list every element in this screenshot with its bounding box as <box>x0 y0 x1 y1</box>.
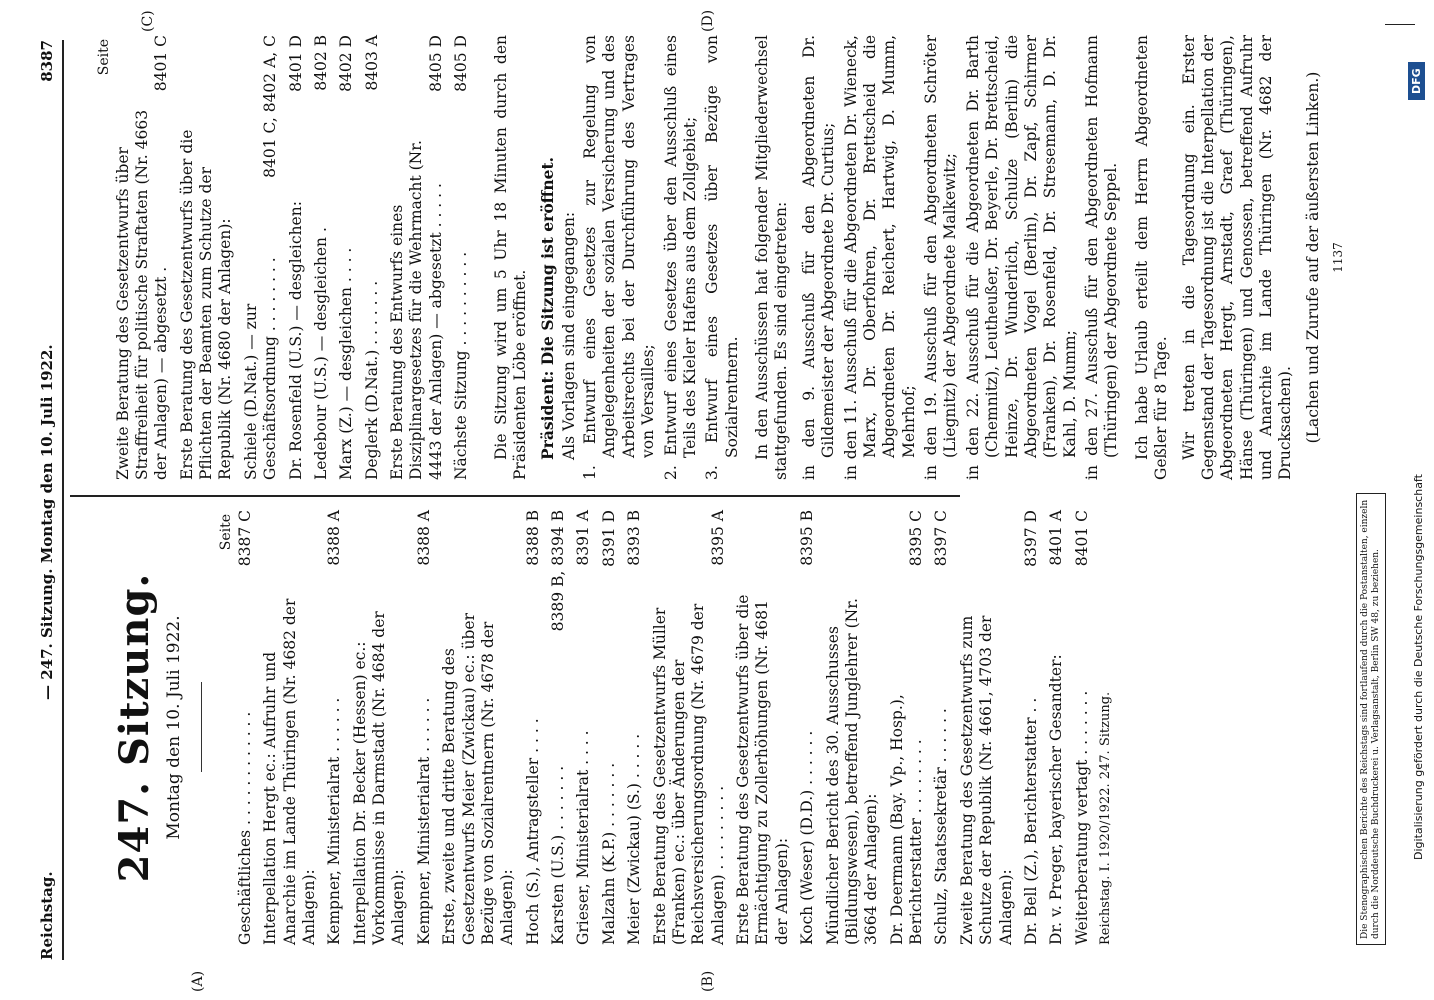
toc-entry-text: Erste Beratung des Entwurfs eines Disziplinargesetzes für die Wehrmacht (Nr. 4443 der Anlagen) — abgesetzt . . . . . <box>388 140 445 480</box>
toc-entry-text: Deglerk (D.Nat.) . . . . . . . <box>362 280 381 480</box>
dfg-logo: DFG <box>1408 62 1425 100</box>
toc-entry-page-ref: 8389 B, 8394 B <box>549 510 567 632</box>
title-rule <box>201 683 202 773</box>
ausschuss-change-item: in den 22. Ausschuß für die Abgeordneten Dr. Barth (Chemnitz), Leutheußer, Dr. Beyerle, Dr. Brettscheid, Heinze, Dr. Wunderlich, Schulze (Berlin) die Abgeordneten Vogel (Berlin), Dr. Zapf, Schirmer (Franken), Dr. Rosenfeld, Dr. Stresemann, D. Dr. Kahl, D. Mumm; <box>963 35 1079 480</box>
toc-entry-text: Nächste Sitzung . . . . . . . . . . <box>452 251 471 480</box>
ausschuss-change-item: in den 27. Ausschuß für den Abgeordneten Hofmann (Thüringen) der Abgeordnete Seppel. <box>1083 35 1121 480</box>
toc-entry <box>1047 510 1066 945</box>
margin-a: (A) <box>190 970 206 992</box>
toc-entry-page-ref: 8401 C <box>1072 510 1091 567</box>
margin-d: (D) <box>700 9 716 32</box>
small-page-number: 1137 <box>1331 242 1346 273</box>
toc-entry-page-ref: 8395 B <box>798 510 817 566</box>
toc-entry-page-ref: 8388 A <box>325 510 344 566</box>
toc-entry-text: Marx (Z.) — desgleichen . . . . <box>337 247 356 480</box>
toc-entry-text: Schulz, Staatssekretär . . . . . . <box>932 708 951 945</box>
toc-entry-text: Zweite Beratung des Gesetzentwurfs zum Schutze der Republik (Nr. 4661, 4703 der Anlagen): <box>957 615 1015 945</box>
right-column <box>96 35 1346 480</box>
toc-entry-text: Koch (Weser) (D.D.) . . . . . . <box>798 730 817 945</box>
toc-entry <box>388 35 446 480</box>
tagesordnung-paragraph: Wir treten in die Tagesordnung ein. Erster Gegenstand der Tagesordnung ist die Interpellation der Abgeordneten Hergt, Arnstadt, Graef (Thüringen), Hänse (Thüringen) und Genossen, betreffend Aufruhr und Anarchie im Lande Thüringen (Nr. 4682 der Drucksachen). <box>1179 35 1295 480</box>
toc-entry-page-ref: 8405 D <box>452 35 471 92</box>
toc-entry <box>415 510 434 945</box>
toc-entry-text: Grieser, Ministerialrat . . . . <box>574 730 593 945</box>
toc-entry-text: Interpellation Dr. Becker (Hessen) ec.: Vorkommnisse in Darmstadt (Nr. 4684 der Anlagen): <box>350 611 408 945</box>
toc-entry-text: Karsten (U.S.) . . . . . . . <box>549 765 567 945</box>
header-left: Reichstag. <box>38 871 56 960</box>
toc-entry-page-ref: 8401 C, 8402 A, C <box>261 35 280 178</box>
toc-entry-page-ref: 8402 B <box>311 35 330 91</box>
toc-entry-page-ref: 8397 C <box>932 510 951 567</box>
toc-entry-text: Weiterberatung vertagt . . . . . . . <box>1072 690 1091 945</box>
toc-entry-page-ref: 8387 C <box>235 510 254 567</box>
toc-entry <box>242 35 281 480</box>
toc-entry-page-ref: 8388 B <box>523 510 542 566</box>
toc-entry-text: Erste Beratung des Gesetzentwurfs Müller (Franken) ec.: über Änderungen der Reichsversicherungsordnung (Nr. 4679 der Anlagen) . . . . . . . . . <box>650 603 727 945</box>
left-column <box>96 510 1114 945</box>
toc-entry-text: Dr. Bell (Z.), Berichterstatter . . <box>1021 697 1040 945</box>
toc-entry <box>440 510 518 945</box>
digitization-strip <box>1404 0 1434 1000</box>
vorlage-item: 1. Entwurf eines Gesetzes zur Regelung von Angelegenheiten der sozialen Versicherung und des Arbeitsrechts bei der Durchführung des Vertrages von Versailles; <box>581 35 658 480</box>
toc-entry <box>932 510 951 945</box>
toc-entry-page-ref: 8391 A <box>574 510 593 566</box>
column-divider <box>70 496 960 498</box>
toc-entry-page-ref: 8388 A <box>414 510 433 566</box>
vorlage-item: 2. Entwurf eines Gesetzes über den Ausschluß eines Teils des Kieler Hafens aus dem Zollgebiet; <box>661 35 699 480</box>
seite-label-left: Seite <box>218 514 235 551</box>
toc-entry-text: Erste, zweite und dritte Beratung des Gesetzentwurfs Meier (Zwickau) ec.: über Bezüge von Sozialrentnern (Nr. 4678 der Anlagen): <box>440 613 517 945</box>
toc-entry <box>958 510 1016 945</box>
toc-entry <box>114 35 172 480</box>
toc-entry-page-ref: 8403 A <box>362 35 381 91</box>
toc-entry <box>325 510 344 945</box>
toc-entry-page-ref: 8395 A <box>708 510 727 566</box>
page-header <box>38 40 64 960</box>
toc-entry-text: Malzahn (K.P.) . . . . . . . <box>599 762 618 945</box>
toc-entry <box>600 510 619 945</box>
toc-entry <box>1022 510 1041 945</box>
toc-entry-text: Dr. Rosenfeld (U.S.) — desgleichen: <box>286 201 305 480</box>
toc-entry <box>287 35 306 480</box>
toc-entry <box>236 510 255 945</box>
toc-entry-text: Ledebour (U.S.) — desgleichen . <box>311 227 330 480</box>
opening-paragraph: Die Sitzung wird um 5 Uhr 18 Minuten durch den Präsidenten Löbe eröffnet. <box>491 35 529 480</box>
urlaub-paragraph: Ich habe Urlaub erteilt dem Herrn Abgeordneten Geßler für 8 Tage. <box>1132 35 1171 480</box>
toc-entry-text: Dr. Deermann (Bay. Vp., Hosp.), Berichterstatter . . . . . . . . <box>887 694 925 945</box>
toc-entry <box>625 510 644 945</box>
toc-entry <box>574 510 593 945</box>
header-page-number: 8387 <box>38 40 56 82</box>
toc-entry-text: Kempner, Ministerialrat . . . . . . <box>325 697 344 945</box>
toc-entry <box>651 510 729 945</box>
toc-entry <box>337 35 356 480</box>
toc-entry-page-ref: 8401 A <box>1047 510 1066 566</box>
ausschuss-change-item: in den 9. Ausschuß für den Abgeordneten Dr. Gildemeister der Abgeordnete Dr. Curtius; <box>799 35 838 480</box>
session-date: Montag den 10. Juli 1922. <box>164 615 184 840</box>
digitization-credit: Digitalisierung gefördert durch die Deutsche Forschungsgemeinschaft <box>1412 474 1425 860</box>
toc-entry <box>824 510 882 945</box>
toc-entry-text: Kempner, Ministerialrat . . . . . . <box>414 697 433 945</box>
reaction-note: (Lachen und Zurufe auf der äußersten Linken.) <box>1303 71 1322 444</box>
toc-entry-text: Erste Beratung des Gesetzentwurfs über die Pflichten der Beamten zum Schutze der Republik (Nr. 4680 der Anlagen): <box>177 129 235 480</box>
ausschuss-change-item: in den 19. Ausschuß für den Abgeordneten Schröter (Liegnitz) der Abgeordnete Malkewitz; <box>922 35 960 480</box>
toc-entry-page-ref: 8405 D <box>426 35 445 92</box>
distribution-notice: Die Stenographischen Berichte des Reichstags sind fortlaufend durch die Postanstalten, einzeln durch die Norddeutsche Buchdruckerei u. Verlagsanstalt, Berlin SW 48, zu beziehen. <box>1356 493 1386 945</box>
toc-entry <box>452 35 471 480</box>
margin-b: (B) <box>700 970 716 992</box>
toc-entry-text: Geschäftliches . . . . . . . . . . . . <box>235 711 254 945</box>
ausschuss-change-item: in den 11. Ausschuß für die Abgeordneten Dr. Wieneck, Marx, Dr. Oberfohren, Dr. Brettscheid die Abgeordneten Dr. Reichert, Hartwig, D. Mumm, Mehrhof; <box>841 35 918 480</box>
toc-entry-text: Schiele (D.Nat.) — zur Geschäftsordnung . . . . . . . . <box>241 257 280 480</box>
toc-entry <box>888 510 927 945</box>
toc-entry-page-ref: 8397 D <box>1021 510 1040 567</box>
vorlage-item: 3. Entwurf eines Gesetzes über Bezüge von Sozialrentnern. <box>703 35 741 480</box>
toc-entry <box>549 510 568 945</box>
toc-entry-page-ref: 8395 C <box>907 510 925 567</box>
toc-entry-page-ref: 8401 C <box>152 35 171 92</box>
toc-entry-text: Meier (Zwickau) (S.) . . . . . <box>625 733 644 945</box>
right-toc <box>114 35 472 480</box>
session-title: 247. Sitzung. <box>111 572 158 883</box>
toc-entry <box>1073 510 1092 945</box>
ausschuss-intro: In den Ausschüssen hat folgender Mitgliederwechsel stattgefunden. Es sind eingetreten: <box>753 35 791 480</box>
toc-entry-text: Dr. v. Preger, bayerischer Gesandter: <box>1047 654 1066 945</box>
toc-entry-text: Zweite Beratung des Gesetzentwurfs über Straffreiheit für politische Straftaten (Nr. 4663 der Anlagen) — abgesetzt . <box>113 109 171 480</box>
ausschuss-list <box>800 35 1133 480</box>
toc-entry-page-ref: 8402 D <box>337 35 356 92</box>
toc-entry <box>798 510 817 945</box>
toc-entry-text: Hoch (S.), Antragsteller . . . . <box>523 718 542 945</box>
footer-reference: Reichstag. I. 1920/1922. 247. Sitzung. <box>1098 691 1113 945</box>
margin-c: (C) <box>140 10 156 32</box>
toc-entry <box>363 35 382 480</box>
toc-entry <box>312 35 331 480</box>
toc-entry-text: Erste Beratung des Gesetzentwurfs über die Ermächtigung zu Zollerhöhungen (Nr. 4681 der Anlagen): <box>734 594 791 945</box>
toc-entry-text: Interpellation Hergt ec.: Aufruhr und Anarchie im Lande Thüringen (Nr. 4682 der Anlagen): <box>261 598 318 945</box>
left-toc <box>236 510 1092 945</box>
toc-entry <box>351 510 409 945</box>
toc-entry-page-ref: 8401 D <box>286 35 305 92</box>
vorlagen-intro: Als Vorlagen sind eingegangen: <box>559 211 578 460</box>
page-edge-line <box>1385 24 1415 25</box>
president-statement: Präsident: Die Sitzung ist eröffnet. <box>538 156 558 460</box>
toc-entry <box>734 510 792 945</box>
header-center: — 247. Sitzung. Montag den 10. Juli 1922. <box>38 344 56 700</box>
toc-entry <box>524 510 543 945</box>
toc-entry-text: Mündlicher Bericht des 30. Ausschusses (Bildungswesen), betreffend Junglehrer (Nr. 3664 der Anlagen): <box>823 598 881 945</box>
toc-entry-page-ref: 8391 D <box>599 510 618 567</box>
toc-entry-page-ref: 8393 B <box>625 510 644 566</box>
seite-label-right: Seite <box>96 39 112 76</box>
toc-entry <box>178 35 236 480</box>
toc-entry <box>261 510 319 945</box>
vorlagen-list <box>581 35 753 480</box>
